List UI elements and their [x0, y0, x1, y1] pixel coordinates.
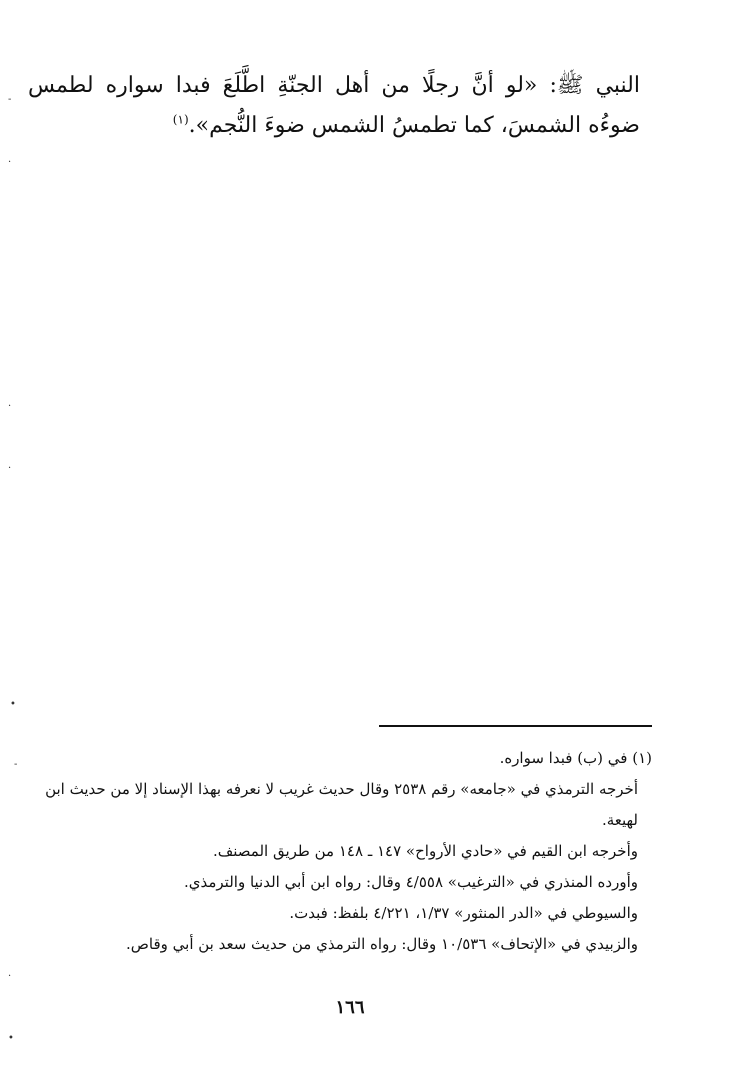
- footnote-tirmidhi: أخرجه الترمذي في «جامعه» رقم ٢٥٣٨ وقال حديث غريب لا نعرفه بهذا الإسناد إلا من حديث ابن: [45, 780, 638, 798]
- footnote-tirmidhi-cont: لهيعة.: [601, 811, 638, 829]
- footnote-zabidi: والزبيدي في «الإتحاف» ١٠/٥٣٦ وقال: رواه الترمذي من حديث سعد بن أبي وقاص.: [125, 935, 638, 953]
- margin-mark: ·: [8, 463, 12, 474]
- footnote-suyuti: والسيوطي في «الدر المنثور» ١/٣٧، ٤/٢٢١ بلفظ: فبدت.: [289, 904, 638, 922]
- main-text: [28, 66, 640, 146]
- margin-mark: •: [10, 699, 16, 710]
- margin-mark: ·: [8, 157, 12, 168]
- margin-mark: -: [8, 94, 12, 105]
- main-text-body: النبي ﷺ: «لو أنَّ رجلًا من أهل الجنّةِ اطَّلَعَ فبدا سواره لطمس ضوءُه الشمسَ، كما تطمسُ الشمس ضوءَ النُّجم».: [28, 73, 640, 138]
- footnotes: [36, 743, 652, 960]
- footnote-1: (١) في (ب) فبدا سواره.: [499, 749, 652, 767]
- footnote-ref: (١): [172, 112, 189, 127]
- margin-mark: ·: [8, 971, 12, 982]
- footnote-mundhiri: وأورده المنذري في «الترغيب» ٤/٥٥٨ وقال: رواه ابن أبي الدنيا والترمذي.: [183, 873, 638, 891]
- margin-mark: -: [14, 759, 18, 770]
- margin-mark: •: [8, 1033, 14, 1044]
- footnote-divider: [379, 725, 652, 727]
- margin-mark: ·: [8, 401, 12, 412]
- page-number: ١٦٦: [335, 997, 365, 1018]
- footnote-ibn-qayyim: وأخرجه ابن القيم في «حادي الأرواح» ١٤٧ ـ ١٤٨ من طريق المصنف.: [212, 842, 638, 860]
